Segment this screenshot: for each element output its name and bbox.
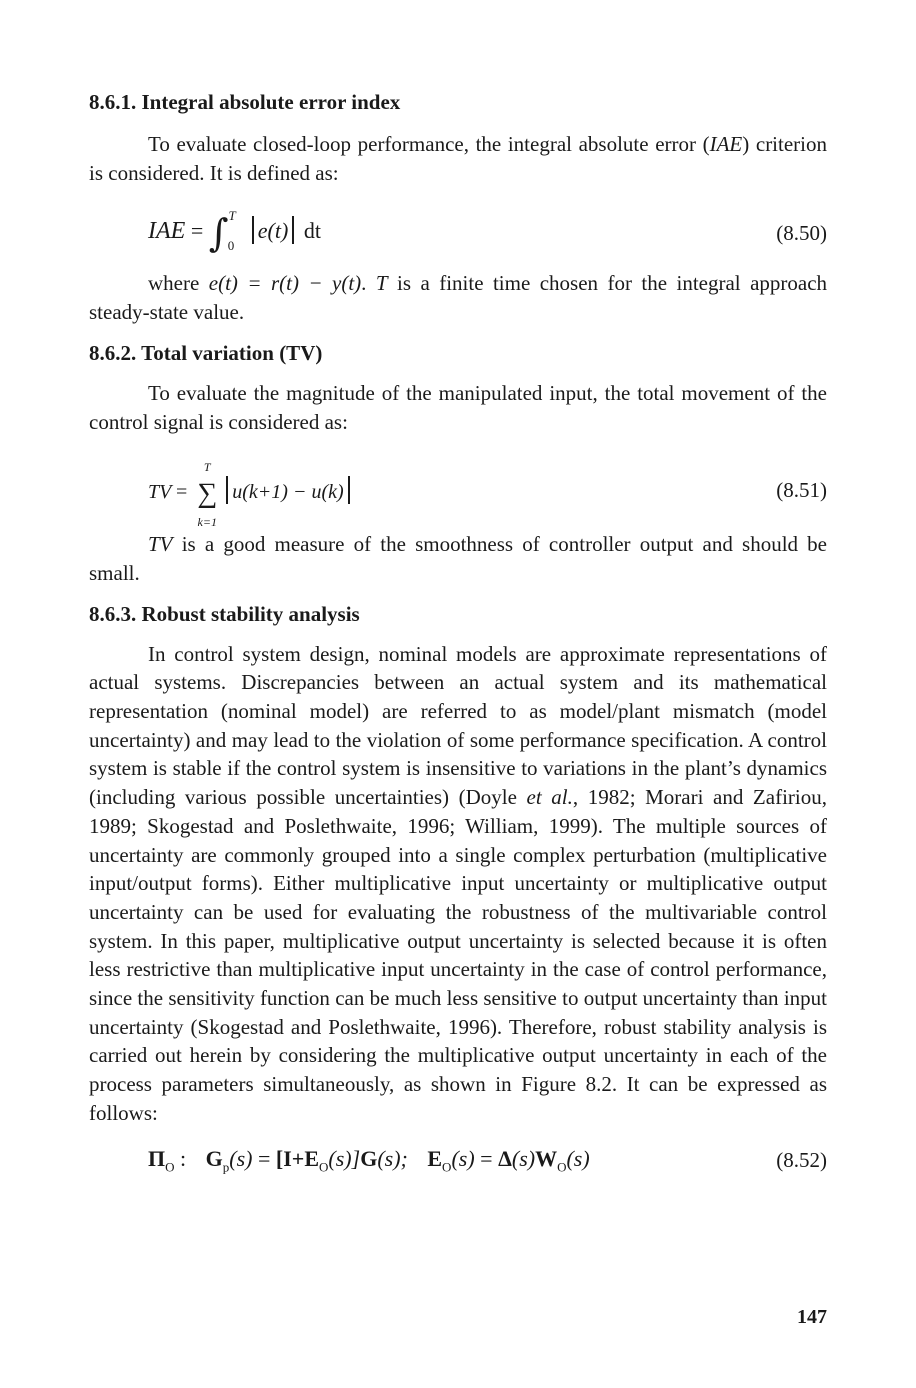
eq-w-arg: (s) <box>566 1145 590 1171</box>
eq-iae-equals: = <box>190 218 204 244</box>
robust-text-2: , 1982; Morari and Zafiriou, 1989; Skogestad and Poslethwaite, 1996; William, 1999). The multiple sources of uncertainty are commonly grouped into a single complex perturbation (multiplicative input/output forms). Either multiplicative input uncertainty or multiplicative output uncertainty can be used for evaluating the robustness of the multivariable control system. In this paper, multiplicative output uncertainty is selected because it is often less restrictive than multiplicative input uncertainty in the case of control performance, since the sensitivity function can be much less sensitive to output uncertainty than input uncertainty (Skogestad and Poslethwaite, 1996). Therefore, robust stability analysis is carried out herein by considering the multiplicative output uncertainty in each of the process parameters simultaneously, as shown in Figure 8.2. It can be expressed as follows: <box>89 785 827 1125</box>
eq-g-arg: (s); <box>377 1145 408 1171</box>
eq-iae-differential: dt <box>303 218 321 244</box>
page-content <box>89 88 827 1182</box>
eq-e-arg: (s)] <box>328 1145 361 1171</box>
eq-iae-integrand: e(t) <box>257 218 289 244</box>
eq-w: W <box>535 1145 558 1171</box>
section-heading-tv: 8.6.2. Total variation (TV) <box>89 340 323 365</box>
tv-abs-bar-left <box>226 476 228 504</box>
eq-number-8-52: (8.52) <box>776 1147 827 1172</box>
iae-after-text: is a finite time chosen for the integral approach steady-state value. <box>89 271 828 325</box>
section-heading-iae: 8.6.1. Integral absolute error index <box>89 90 401 114</box>
eq-eo: E <box>427 1145 443 1171</box>
eq-gp-sub: p <box>222 1158 230 1174</box>
equation-8-51 <box>89 456 827 530</box>
robust-italic-et-al: et al. <box>526 785 573 810</box>
eq-tv-lhs: TV <box>148 481 171 504</box>
iae-intro-text-1: To evaluate closed-loop performance, the integral absolute error ( <box>148 132 710 156</box>
tv-abs-bar-right <box>348 476 350 504</box>
iae-intro-italic: IAE <box>709 132 743 156</box>
eq-number-8-50: (8.50) <box>776 221 827 246</box>
eq-bracket: [I+E <box>275 1145 320 1171</box>
eq-iae-lower-limit: 0 <box>227 237 235 253</box>
section-heading-robust: 8.6.3. Robust stability analysis <box>89 601 360 626</box>
eq-pi-sub: O <box>165 1158 175 1174</box>
iae-var-T: T <box>375 271 388 296</box>
robust-text-1: In control system design, nominal models are approximate representations of actual systems. Discrepancies between an actual system and its mathematical representation (nominal model) are referred to as model/plant mismatch (model uncertainty) and may lead to the violation of some performance specification. A control system is stable if the control system is insensitive to variations in the plant’s dynamics (including various possible uncertainties) (Doyle <box>89 641 827 810</box>
eq-tv-lower-limit: k=1 <box>197 514 217 529</box>
eq-equals-2: = <box>480 1145 493 1171</box>
abs-bar-left <box>252 216 254 244</box>
iae-period: . <box>361 271 367 296</box>
robust-paragraph <box>89 640 827 1128</box>
eq-gp-arg: (s) <box>229 1145 253 1171</box>
eq-equals-1: = <box>257 1145 271 1171</box>
tv-after-paragraph <box>89 530 827 587</box>
eq-colon: : <box>180 1145 187 1171</box>
page-number: 147 <box>797 1306 827 1328</box>
abs-bar-right <box>292 216 294 244</box>
eq-eo-sub: O <box>442 1158 452 1174</box>
eq-w-sub: O <box>557 1158 567 1174</box>
equation-8-52 <box>89 1142 827 1182</box>
iae-intro-text-2: ) criterion is considered. It is defined as: <box>89 132 828 185</box>
tv-after-text: is a good measure of the smoothness of controller output and should be small. <box>89 532 828 585</box>
eq-g: G <box>360 1145 378 1171</box>
eq-eo-arg: (s) <box>451 1145 475 1171</box>
eq-tv-body: u(k+1) − u(k) <box>232 481 344 504</box>
eq-tv-sigma: ∑ <box>197 477 218 509</box>
eq-delta: Δ <box>498 1145 512 1171</box>
eq-tv-upper-limit: T <box>203 459 211 474</box>
eq-iae-upper-limit: T <box>228 208 236 224</box>
eq-pi: Π <box>148 1145 166 1171</box>
eq-delta-arg: (s) <box>511 1145 536 1171</box>
tv-after-italic: TV <box>148 532 173 557</box>
eq-e-sub: O <box>319 1158 329 1174</box>
equation-8-50 <box>89 201 827 261</box>
eq-gp: G <box>205 1145 223 1171</box>
eq-tv-equals: = <box>175 481 188 504</box>
iae-where: where <box>148 271 200 296</box>
iae-after-paragraph <box>89 269 827 326</box>
eq-iae-lhs: IAE <box>148 218 186 245</box>
iae-error-definition: e(t) = r(t) − y(t) <box>208 271 362 296</box>
sum-operator <box>194 459 220 529</box>
eq-iae-integral-sign: ∫ <box>208 211 229 256</box>
eq-number-8-51: (8.51) <box>776 478 827 503</box>
tv-intro-paragraph: To evaluate the magnitude of the manipulated input, the total movement of the control signal is considered as: <box>89 380 827 434</box>
iae-intro-paragraph <box>89 130 827 187</box>
